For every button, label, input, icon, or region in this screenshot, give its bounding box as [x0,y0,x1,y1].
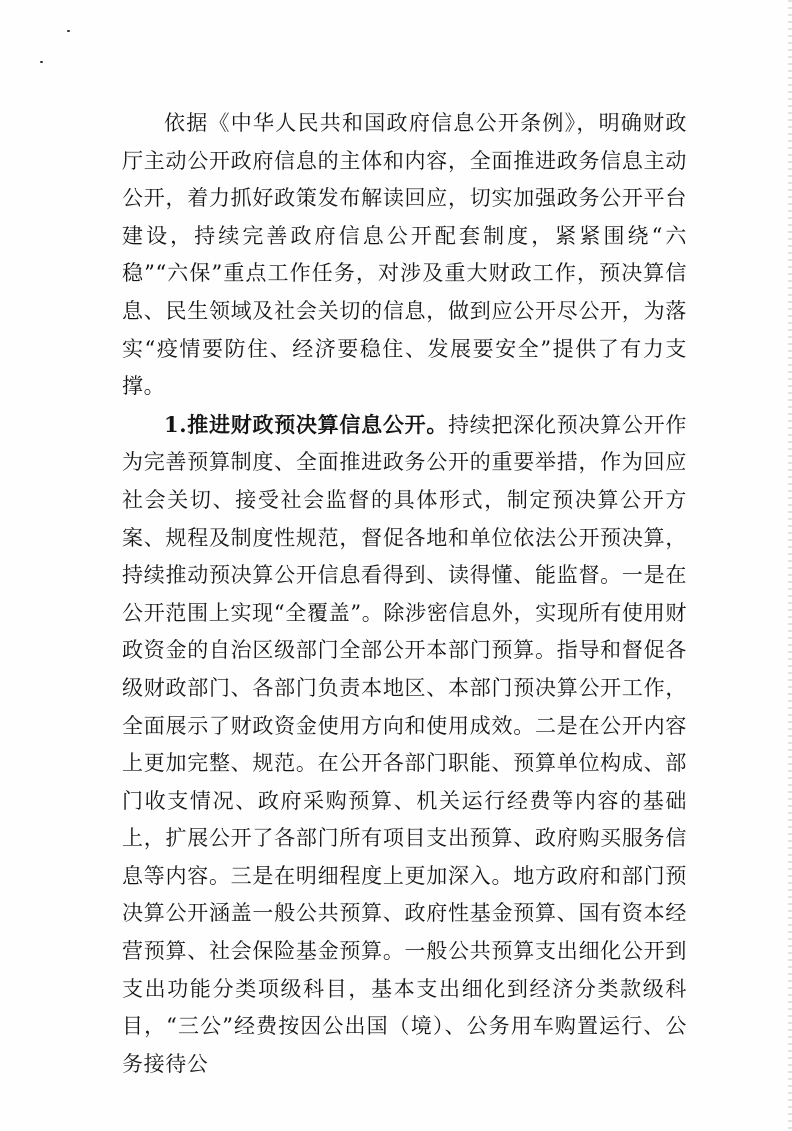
paragraph-budget-disclosure [122,406,687,1084]
paragraph-heading: 1.推进财政预决算信息公开。 [164,411,449,437]
scan-edge [788,0,792,1131]
scan-mark [40,61,43,63]
paragraph-text: 持续把深化预决算公开作为完善预算制度、全面推进政务公开的重要举措，作为回应社会关切、接受社会监督的具体形式，制定预决算公开方案、规程及制度性规范，督促各地和单位依法公开预决算，持续推动预决算公开信息看得到、读得懂、能监督。一是在公开范围上实现“全覆盖”。除涉密信息外，实现所有使用财政资金的自治区级部门全部公开本部门预算。指导和督促各级财政部门、各部门负责本地区、本部门预决算公开工作，全面展示了财政资金使用方向和使用成效。二是在公开内容上更加完整、规范。在公开各部门职能、预算单位构成、部门收支情况、政府采购预算、机关运行经费等内容的基础上，扩展公开了各部门所有项目支出预算、政府购买服务信息等内容。三是在明细程度上更加深入。地方政府和部门预决算公开涵盖一般公共预算、政府性基金预算、国有资本经营预算、社会保险基金预算。一般公共预算支出细化公开到支出功能分类项级科目，基本支出细化到经济分类款级科目，“三公”经费按因公出国（境）、公务用车购置运行、公务接待公 [122,412,687,1076]
paragraph-intro [122,104,687,406]
paragraph-text: 依据《中华人民共和国政府信息公开条例》，明确财政厅主动公开政府信息的主体和内容，全面推进政务信息主动公开，着力抓好政策发布解读回应，切实加强政务公开平台建设，持续完善政府信息公开配套制度，紧紧围绕“六稳”“六保”重点工作任务，对涉及重大财政工作，预决算信息、民生领域及社会关切的信息，做到应公开尽公开，为落实“疫情要防住、经济要稳住、发展要安全”提供了有力支撑。 [122,111,687,399]
document-body [122,104,687,1083]
scan-mark [67,30,70,32]
